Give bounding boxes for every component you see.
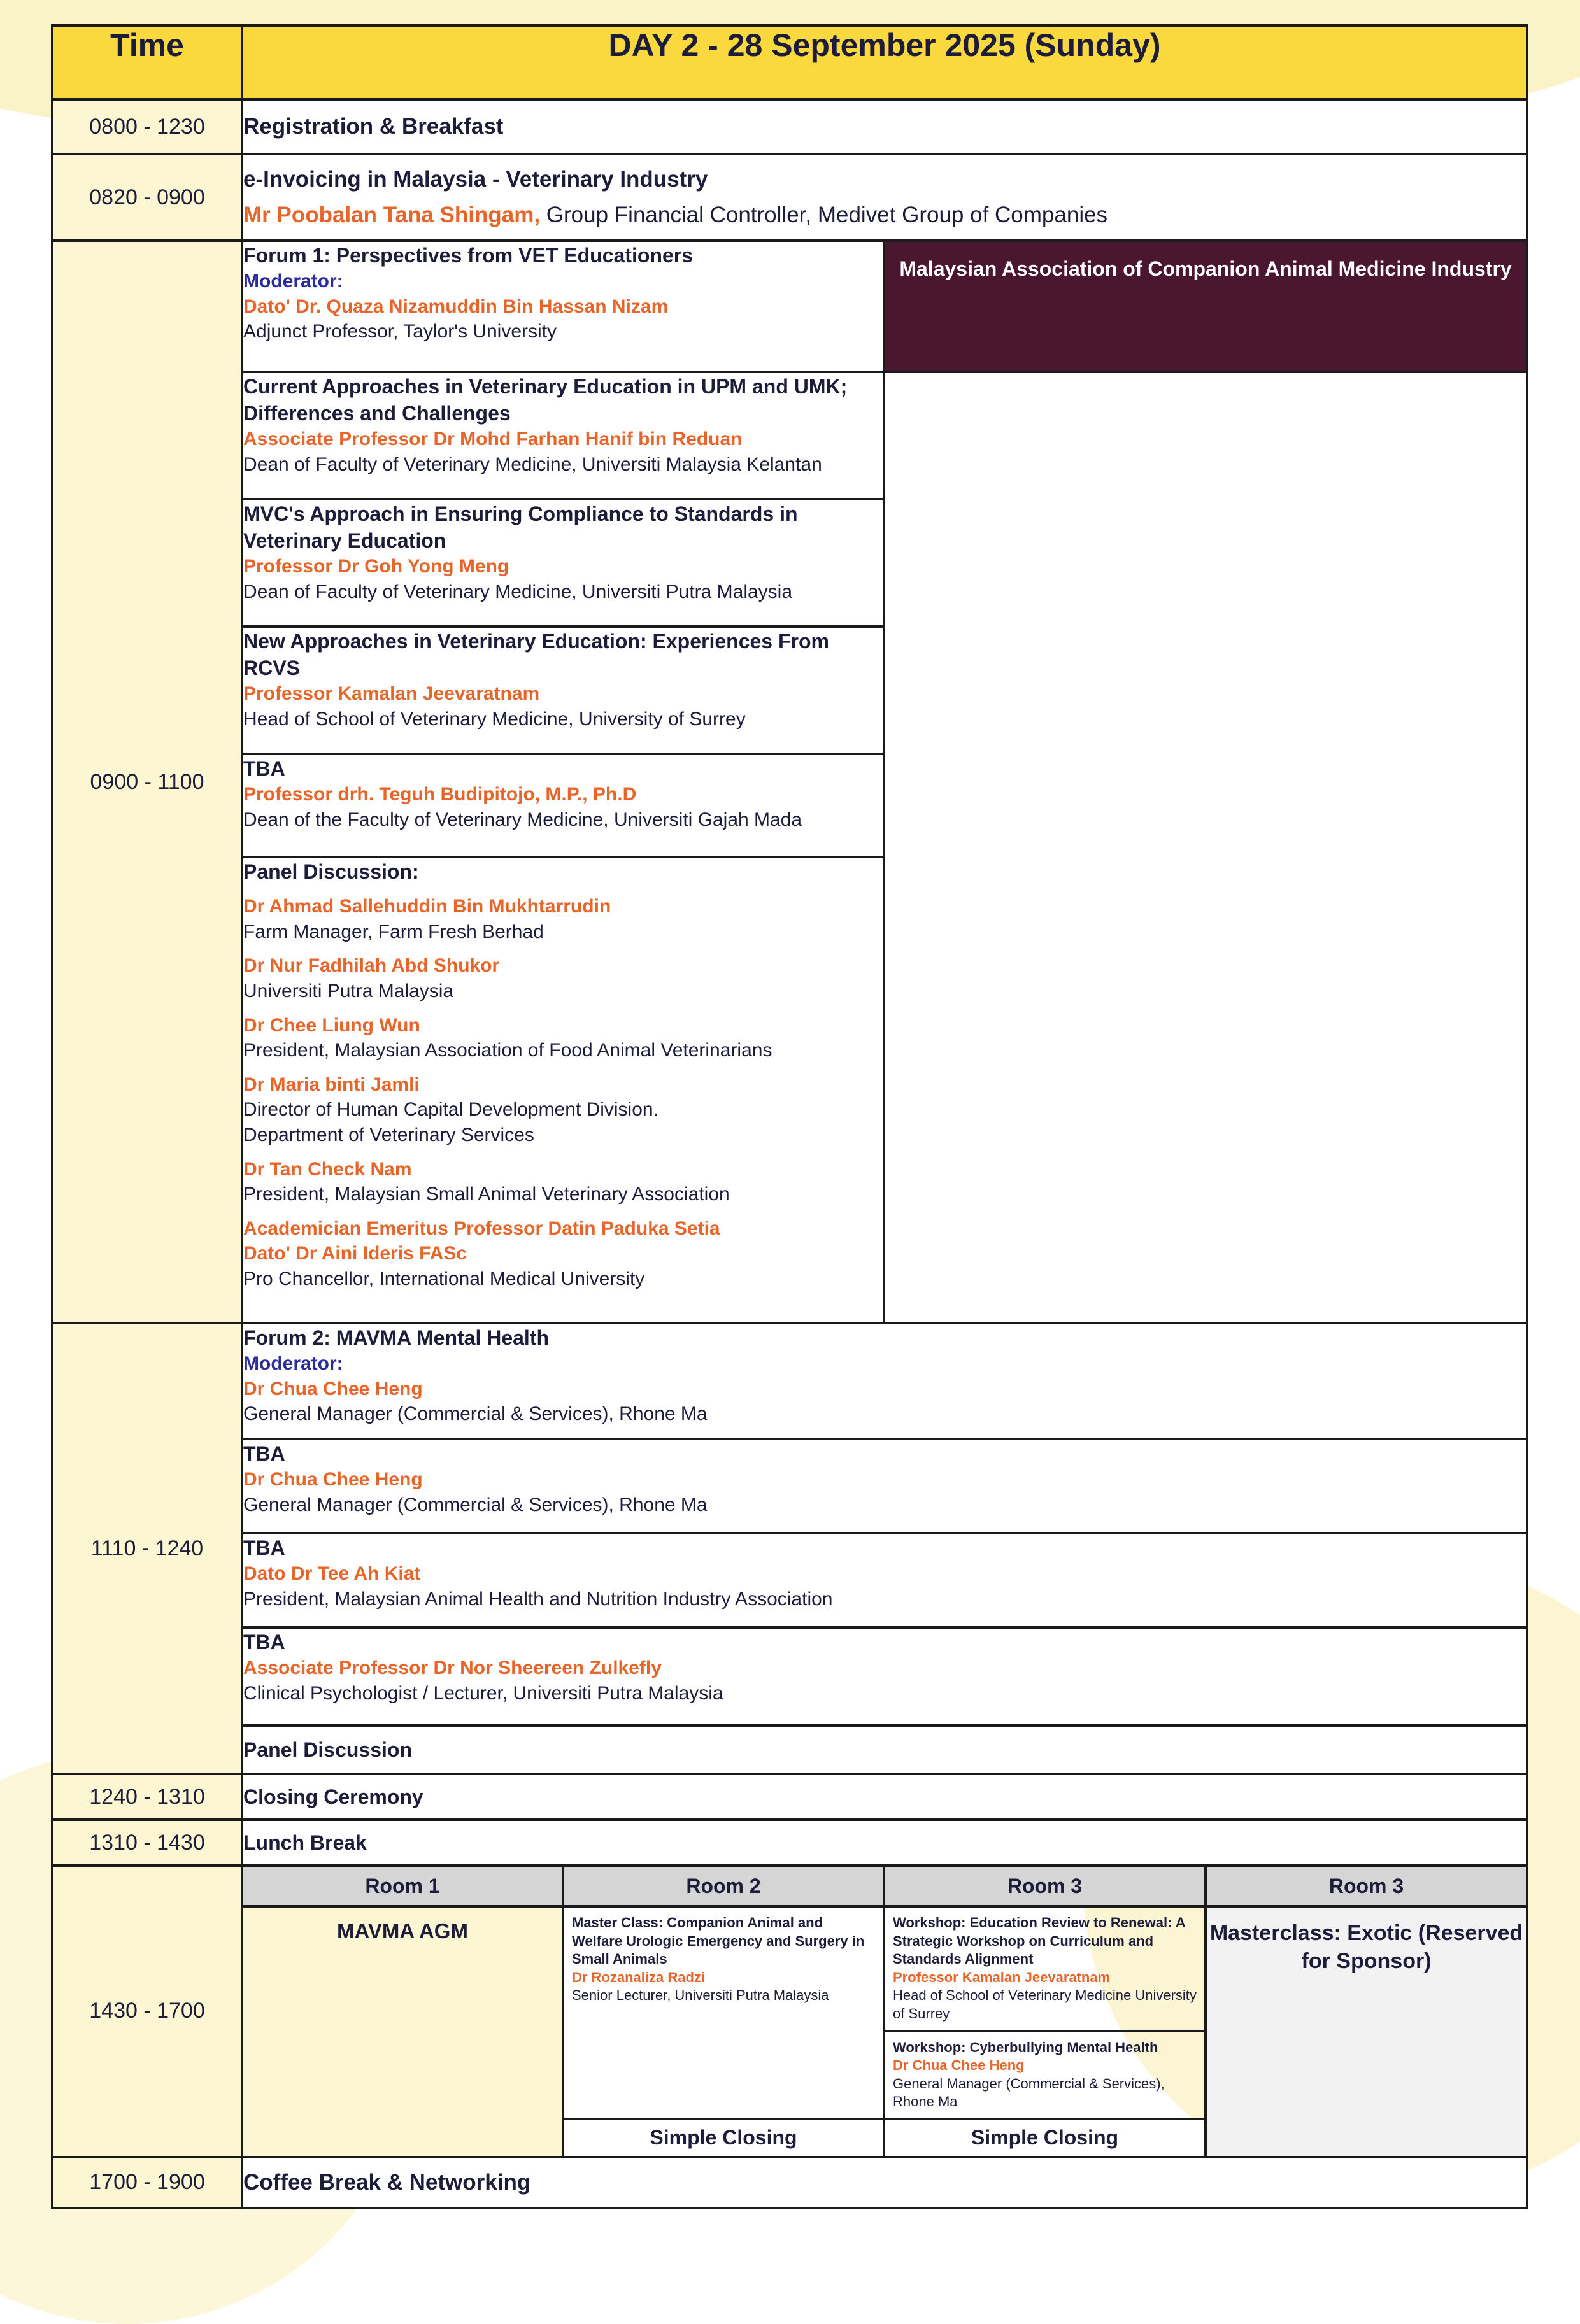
talk-title: TBA	[243, 1631, 285, 1654]
speaker-name: Dr Rozanaliza Radzi	[572, 1969, 706, 1985]
talk-title: Current Approaches in Veterinary Education in UPM and UMK; Differences and Challenges	[243, 375, 848, 425]
session-title: Workshop: Education Review to Renewal: A Strategic Workshop on Curriculum and Standards Alignment	[893, 1915, 1185, 1967]
session-title: e-Invoicing in Malaysia - Veterinary Industry	[243, 166, 708, 192]
panelist-role: Universiti Putra Malaysia	[243, 981, 454, 1002]
table-row	[52, 1533, 1527, 1627]
panelist-name: Academician Emeritus Professor Datin Paduka Setia Dato' Dr Aini Ideris FASc	[243, 1217, 720, 1265]
session-title: Workshop: Cyberbullying Mental Health	[893, 2039, 1158, 2055]
room3-workshop2	[884, 2031, 1206, 2119]
speaker-affiliation: General Manager (Commercial & Services), Rhone Ma	[243, 1494, 708, 1515]
panelist-role: President, Malaysian Small Animal Veterinary Association	[243, 1184, 730, 1205]
speaker-name: Dr Chua Chee Heng	[243, 1469, 423, 1491]
table-row	[52, 1866, 1527, 1906]
session-title: Registration & Breakfast	[243, 113, 504, 139]
session-cell	[242, 2157, 1527, 2208]
moderator-label: Moderator:	[243, 271, 343, 292]
moderator-label: Moderator:	[243, 1353, 343, 1375]
table-row	[52, 1323, 1527, 1439]
table-row	[52, 1820, 1527, 1866]
speaker-name: Dato Dr Tee Ah Kiat	[243, 1563, 421, 1585]
room2-session	[563, 1906, 884, 2119]
panel-title: Panel Discussion	[243, 1738, 412, 1761]
table-row	[52, 241, 1527, 372]
forum-intro-cell	[242, 1323, 1527, 1439]
speaker-name: Professor Dr Goh Yong Meng	[243, 556, 509, 577]
table-row	[52, 99, 1527, 154]
room-header: Room 3	[1206, 1866, 1527, 1906]
room-header: Room 1	[242, 1866, 563, 1906]
room-header: Room 3	[884, 1866, 1206, 1906]
room-header: Room 2	[563, 1866, 884, 1906]
panel-cell	[242, 1725, 1527, 1774]
speaker-name: Associate Professor Dr Nor Sheereen Zulkefly	[243, 1657, 662, 1679]
forum-title: Forum 1: Perspectives from VET Educationers	[243, 244, 693, 267]
table-row	[52, 1774, 1527, 1820]
talk-cell	[242, 372, 884, 499]
forum-intro-cell	[242, 241, 884, 372]
speaker-affiliation: Clinical Psychologist / Lecturer, Universiti Putra Malaysia	[243, 1682, 723, 1704]
session-cell	[242, 1820, 1527, 1866]
panelist-name: Dr Tan Check Nam	[243, 1158, 412, 1180]
talk-title: TBA	[243, 757, 285, 780]
panelist-role: President, Malaysian Association of Food Animal Veterinarians	[243, 1040, 772, 1061]
session-title: Coffee Break & Networking	[243, 2169, 531, 2195]
session-cell	[242, 99, 1527, 154]
table-row	[52, 1906, 1527, 2031]
panel-cell	[242, 857, 884, 1323]
table-row	[52, 1439, 1527, 1533]
table-row	[52, 154, 1527, 241]
moderator-name: Dato' Dr. Quaza Nizamuddin Bin Hassan Nizam	[243, 295, 669, 317]
time-cell: 0800 - 1230	[52, 99, 242, 154]
day-header: DAY 2 - 28 September 2025 (Sunday)	[242, 25, 1527, 99]
time-cell: 1310 - 1430	[52, 1820, 242, 1866]
talk-title: TBA	[243, 1442, 285, 1465]
moderator-name: Dr Chua Chee Heng	[243, 1378, 423, 1399]
room2-closing: Simple Closing	[563, 2119, 884, 2157]
talk-cell	[242, 627, 884, 754]
speaker-name: Dr Chua Chee Heng	[893, 2057, 1025, 2074]
talk-cell	[242, 1439, 1527, 1533]
speaker-name: Professor Kamalan Jeevaratnam	[243, 683, 540, 705]
room3-masterclass: Masterclass: Exotic (Reserved for Sponsor)	[1206, 1906, 1527, 2157]
panelist-role: Pro Chancellor, International Medical University	[243, 1268, 645, 1289]
session-cell	[242, 154, 1527, 241]
time-cell: 1240 - 1310	[52, 1774, 242, 1820]
session-title: Master Class: Companion Animal and Welfare Urologic Emergency and Surgery in Small Animals	[572, 1915, 865, 1967]
time-cell: 0900 - 1100	[52, 241, 242, 1323]
table-row	[52, 2157, 1527, 2208]
empty-cell	[884, 372, 1527, 1323]
talk-cell	[242, 1533, 1527, 1627]
table-row	[52, 1725, 1527, 1774]
talk-title: MVC's Approach in Ensuring Compliance to Standards in Veterinary Education	[243, 502, 798, 553]
time-header: Time	[52, 25, 242, 99]
talk-cell	[242, 499, 884, 627]
forum-title: Forum 2: MAVMA Mental Health	[243, 1326, 550, 1349]
table-row	[52, 1627, 1527, 1725]
speaker-affiliation: Group Financial Controller, Medivet Group of Companies	[540, 202, 1108, 227]
speaker-affiliation: Head of School of Veterinary Medicine University of Surrey	[893, 1987, 1197, 2022]
speaker-affiliation: Head of School of Veterinary Medicine, University of Surrey	[243, 709, 746, 730]
speaker-name: Mr Poobalan Tana Shingam,	[243, 202, 541, 227]
time-cell: 1430 - 1700	[52, 1866, 242, 2157]
speaker-name: Professor drh. Teguh Budipitojo, M.P., Ph.D	[243, 784, 637, 805]
moderator-affiliation: General Manager (Commercial & Services), Rhone Ma	[243, 1403, 708, 1425]
panelist-role: Farm Manager, Farm Fresh Berhad	[243, 921, 544, 942]
time-cell: 0820 - 0900	[52, 154, 242, 241]
panelist-name: Dr Ahmad Sallehuddin Bin Mukhtarrudin	[243, 896, 611, 918]
speaker-affiliation: General Manager (Commercial & Services), Rhone Ma	[893, 2075, 1165, 2110]
time-cell: 1110 - 1240	[52, 1323, 242, 1774]
session-cell	[242, 1774, 1527, 1820]
panelist-name: Dr Maria binti Jamli	[243, 1073, 420, 1095]
talk-title: New Approaches in Veterinary Education: Experiences From RCVS	[243, 630, 829, 680]
panelist-role: Director of Human Capital Development Division. Department of Veterinary Services	[243, 1099, 658, 1145]
speaker-affiliation: Senior Lecturer, Universiti Putra Malaysia	[572, 1987, 829, 2004]
table-header	[52, 25, 1527, 99]
panelist-name: Dr Chee Liung Wun	[243, 1014, 420, 1036]
room1-session: MAVMA AGM	[242, 1906, 563, 2157]
moderator-affiliation: Adjunct Professor, Taylor's University	[243, 321, 557, 343]
speaker-affiliation: Dean of Faculty of Veterinary Medicine, Universiti Putra Malaysia	[243, 581, 793, 603]
session-title: Lunch Break	[243, 1831, 367, 1854]
time-cell: 1700 - 1900	[52, 2157, 242, 2208]
session-title: Closing Ceremony	[243, 1785, 423, 1808]
panelist-name: Dr Nur Fadhilah Abd Shukor	[243, 955, 500, 977]
table-row	[52, 372, 1527, 499]
speaker-affiliation: Dean of the Faculty of Veterinary Medicine, Universiti Gajah Mada	[243, 809, 802, 830]
speaker-name: Associate Professor Dr Mohd Farhan Hanif bin Reduan	[243, 429, 743, 450]
room3-closing: Simple Closing	[884, 2119, 1206, 2157]
speaker-name: Professor Kamalan Jeevaratnam	[893, 1969, 1111, 1985]
schedule-table	[51, 24, 1528, 2209]
talk-title: TBA	[243, 1536, 285, 1559]
room3-workshop1	[884, 1906, 1206, 2031]
speaker-affiliation: President, Malaysian Animal Health and Nutrition Industry Association	[243, 1588, 833, 1610]
side-banner: Malaysian Association of Companion Animal Medicine Industry	[884, 241, 1527, 372]
talk-cell	[242, 1627, 1527, 1725]
speaker-affiliation: Dean of Faculty of Veterinary Medicine, Universiti Malaysia Kelantan	[243, 454, 822, 476]
panel-title: Panel Discussion:	[243, 860, 419, 883]
talk-cell	[242, 754, 884, 857]
